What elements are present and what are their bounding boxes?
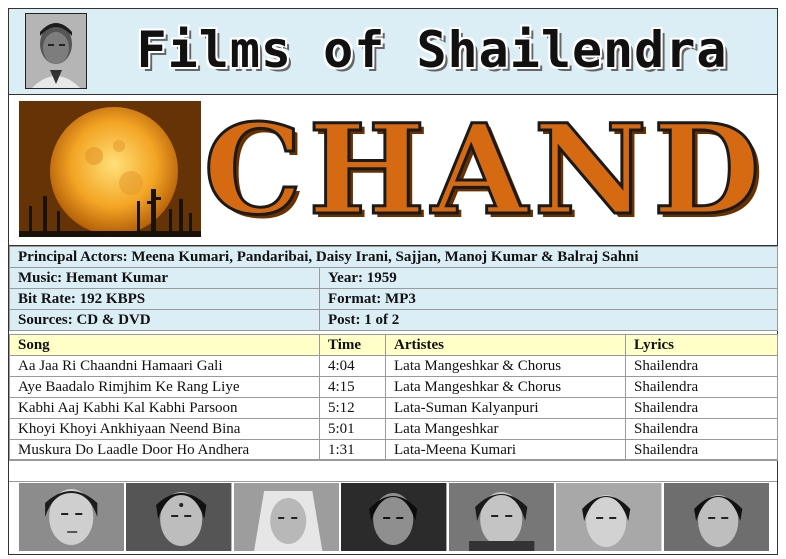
song-artistes: Lata Mangeshkar & Chorus — [386, 377, 626, 398]
film-still — [126, 483, 231, 551]
song-lyrics: Shailendra — [626, 356, 778, 377]
song-time: 4:15 — [320, 377, 386, 398]
song-artistes: Lata Mangeshkar — [386, 419, 626, 440]
song-time: 5:01 — [320, 419, 386, 440]
header-time: Time — [320, 335, 386, 356]
music-credit: Music: Hemant Kumar — [10, 268, 320, 289]
film-title: CHAND — [203, 97, 767, 243]
header-song: Song — [10, 335, 320, 356]
song-artistes: Lata-Meena Kumari — [386, 440, 626, 461]
song-time: 5:12 — [320, 398, 386, 419]
song-lyrics: Shailendra — [626, 398, 778, 419]
song-artistes: Lata-Suman Kalyanpuri — [386, 398, 626, 419]
principal-actors: Principal Actors: Meena Kumari, Pandaribai, Daisy Irani, Sajjan, Manoj Kumar & Balraj Sahni — [10, 247, 778, 268]
header-lyrics: Lyrics — [626, 335, 778, 356]
song-title: Muskura Do Laadle Door Ho Andhera — [10, 440, 320, 461]
song-title: Khoyi Khoyi Ankhiyaan Neend Bina — [10, 419, 320, 440]
song-artistes: Lata Mangeshkar & Chorus — [386, 356, 626, 377]
release-year: Year: 1959 — [320, 268, 778, 289]
song-time: 4:04 — [320, 356, 386, 377]
film-still — [341, 483, 446, 551]
page-frame — [8, 8, 778, 555]
song-lyrics: Shailendra — [626, 377, 778, 398]
post-number: Post: 1 of 2 — [320, 310, 778, 331]
song-lyrics: Shailendra — [626, 440, 778, 461]
header-artistes: Artistes — [386, 335, 626, 356]
song-title: Aa Jaa Ri Chaandni Hamaari Gali — [10, 356, 320, 377]
film-still — [19, 483, 124, 551]
film-hero — [9, 95, 777, 246]
song-row[interactable] — [10, 377, 778, 398]
song-row[interactable] — [10, 419, 778, 440]
audio-format: Format: MP3 — [320, 289, 778, 310]
site-title: Films of Shailendra — [136, 21, 728, 79]
film-still — [556, 483, 661, 551]
table-spacer-row — [9, 459, 777, 482]
song-lyrics: Shailendra — [626, 419, 778, 440]
film-still — [234, 483, 339, 551]
film-stills-strip — [19, 483, 769, 551]
song-table — [9, 334, 778, 461]
lyricist-portrait — [25, 13, 87, 89]
song-row[interactable] — [10, 398, 778, 419]
film-still — [664, 483, 769, 551]
site-banner — [9, 9, 777, 95]
song-table-header — [10, 335, 778, 356]
song-time: 1:31 — [320, 440, 386, 461]
song-row[interactable] — [10, 356, 778, 377]
film-info-table — [9, 246, 778, 331]
moon-image — [19, 101, 201, 237]
song-title: Kabhi Aaj Kabhi Kal Kabhi Parsoon — [10, 398, 320, 419]
song-row[interactable] — [10, 440, 778, 461]
song-title: Aye Baadalo Rimjhim Ke Rang Liye — [10, 377, 320, 398]
bit-rate: Bit Rate: 192 KBPS — [10, 289, 320, 310]
film-still — [449, 483, 554, 551]
sources: Sources: CD & DVD — [10, 310, 320, 331]
